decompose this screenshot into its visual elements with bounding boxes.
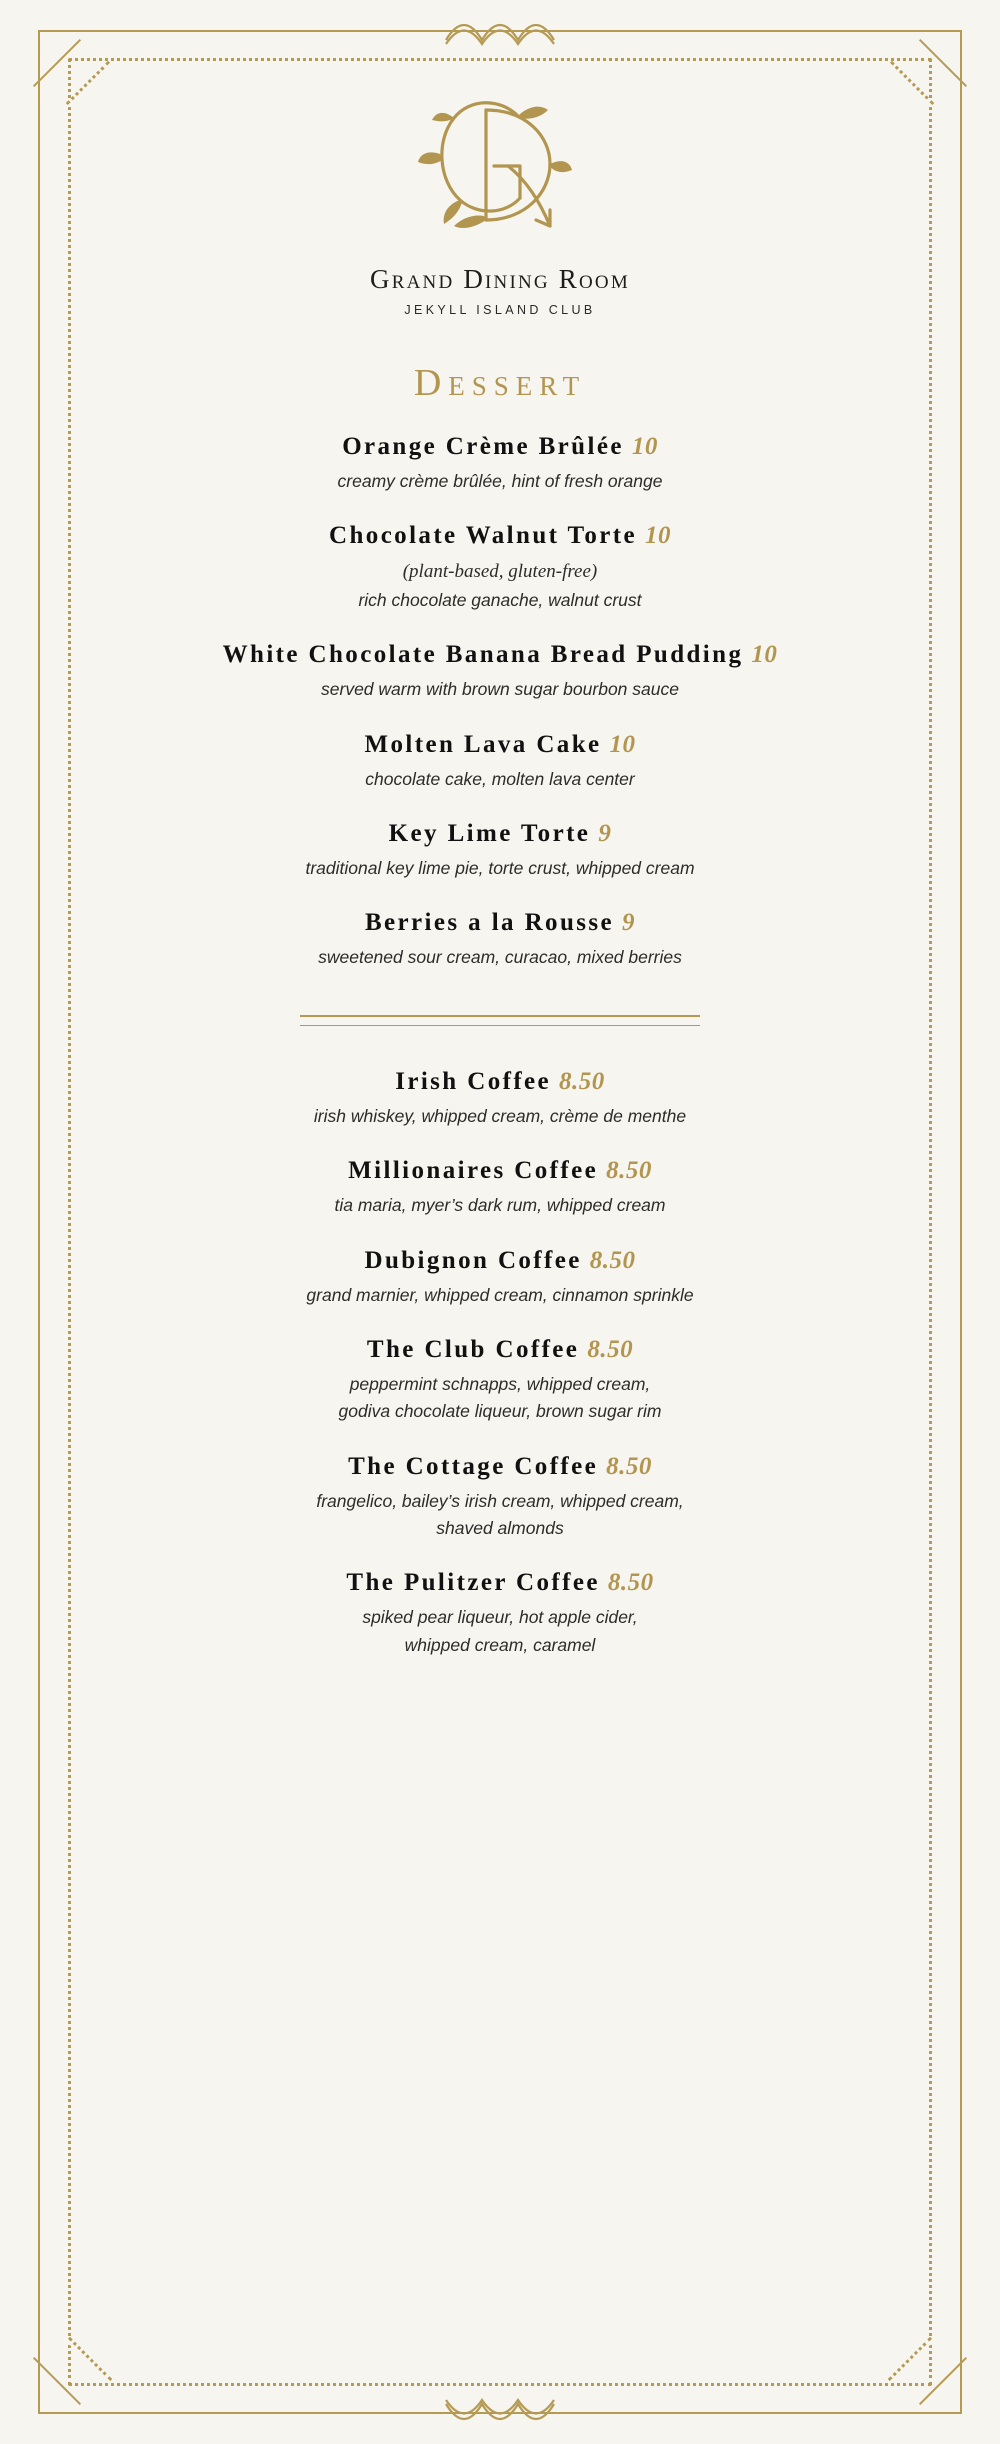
menu-item-description: shaved almonds [436, 1518, 564, 1539]
brand-subtitle: JEKYLL ISLAND CLUB [404, 303, 596, 317]
dessert-item-list [100, 431, 900, 971]
gdr-monogram-crest-icon [400, 80, 600, 250]
menu-item-title [100, 1155, 900, 1187]
menu-item-price: 8.50 [587, 1335, 634, 1363]
menu-item-price: 10 [631, 433, 658, 460]
menu-item-description: served warm with brown sugar bourbon sauce [321, 679, 679, 700]
menu-item-description: (plant-based, gluten-free) [402, 561, 598, 583]
menu-item-description: frangelico, bailey’s irish cream, whipped cream, [316, 1490, 684, 1511]
menu-item-price: 8.50 [606, 1157, 652, 1185]
menu-item [100, 520, 900, 613]
menu-item-price: 9 [622, 909, 636, 937]
menu-item-name: Berries a la Rousse [364, 909, 615, 937]
dotted-corner-bottom-left [66, 2337, 113, 2384]
menu-item-description: chocolate cake, molten lava center [365, 768, 635, 789]
menu-item-name: Key Lime Torte [388, 820, 591, 848]
menu-item-name: Irish Coffee [395, 1067, 552, 1095]
menu-item-title [100, 431, 900, 463]
menu-item-description: sweetened sour cream, curacao, mixed berries [318, 947, 682, 968]
section-title-dessert: Dessert [413, 362, 587, 404]
menu-item-description: traditional key lime pie, torte crust, whipped cream [305, 858, 695, 879]
menu-item-description: tia maria, myer’s dark rum, whipped cream [334, 1195, 666, 1216]
menu-item-description: spiked pear liqueur, hot apple cider, [362, 1607, 638, 1628]
menu-item [100, 431, 900, 494]
menu-item-description: irish whiskey, whipped cream, crème de menthe [313, 1105, 687, 1126]
menu-item-name: The Cottage Coffee [348, 1452, 599, 1480]
brand-block [100, 264, 900, 317]
dotted-corner-bottom-right [888, 2337, 935, 2384]
menu-item-price: 10 [751, 641, 778, 669]
menu-item-price: 8.50 [589, 1246, 636, 1274]
menu-item-title [100, 907, 900, 939]
menu-item [100, 1334, 900, 1425]
menu-item-title [100, 818, 900, 850]
menu-item [100, 729, 900, 792]
menu-content [100, 80, 900, 1684]
brand-name: Grand Dining Room [370, 264, 630, 294]
menu-item [100, 639, 900, 702]
menu-item-description: grand marnier, whipped cream, cinnamon sprinkle [306, 1284, 694, 1305]
menu-item-title [100, 639, 900, 671]
menu-item-description: godiva chocolate liqueur, brown sugar rim [338, 1401, 662, 1422]
menu-item-description: rich chocolate ganache, walnut crust [358, 589, 642, 610]
menu-item [100, 818, 900, 881]
coffee-item-list [100, 1066, 900, 1658]
rope-ornament-top-icon [440, 16, 560, 50]
menu-item-title [100, 1334, 900, 1366]
menu-item-name: Millionaires Coffee [348, 1157, 599, 1185]
menu-item [100, 1567, 900, 1658]
menu-item-title [100, 520, 900, 552]
menu-item-name: The Pulitzer Coffee [346, 1569, 600, 1597]
rope-ornament-bottom-icon [440, 2394, 560, 2428]
menu-item-price: 10 [609, 730, 636, 758]
menu-item [100, 1155, 900, 1218]
menu-item [100, 907, 900, 970]
menu-item-name: Molten Lava Cake [364, 730, 602, 758]
menu-item-title [100, 1567, 900, 1599]
menu-item [100, 1066, 900, 1129]
menu-item-name: Orange Crème Brûlée [342, 433, 624, 460]
menu-item-description: peppermint schnapps, whipped cream, [349, 1373, 651, 1394]
menu-item-name: The Club Coffee [366, 1335, 580, 1363]
section-divider [300, 1015, 700, 1026]
menu-item-title [100, 729, 900, 761]
menu-item-price: 8.50 [607, 1569, 654, 1597]
menu-item-title [100, 1245, 900, 1277]
menu-item-price: 8.50 [559, 1067, 605, 1095]
menu-item-description: whipped cream, caramel [404, 1634, 596, 1655]
menu-item [100, 1245, 900, 1308]
menu-item-price: 8.50 [606, 1452, 652, 1480]
menu-item-title [100, 1066, 900, 1098]
menu-item-price: 10 [644, 522, 671, 550]
menu-item-title [100, 1451, 900, 1483]
menu-item [100, 1451, 900, 1542]
menu-item-price: 9 [598, 820, 612, 848]
menu-item-name: Dubignon Coffee [364, 1246, 582, 1274]
menu-item-description: creamy crème brûlée, hint of fresh orange [337, 471, 663, 491]
menu-item-name: Chocolate Walnut Torte [329, 522, 637, 550]
menu-item-name: White Chocolate Banana Bread Pudding [222, 641, 744, 669]
